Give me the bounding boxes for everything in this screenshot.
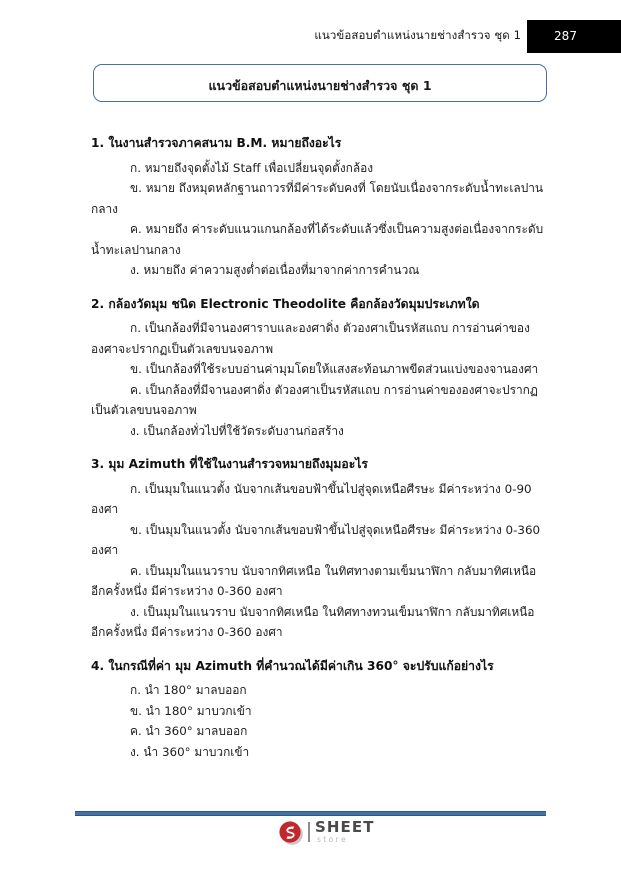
question-item bbox=[91, 295, 546, 442]
choice-option: ก. เป็นมุมในแนวตั้ง นับจากเส้นขอบฟ้าขึ้นไปสู่จุดเหนือศีรษะ มีค่าระหว่าง 0-90 องศา bbox=[91, 481, 532, 517]
logo-subword: store bbox=[317, 835, 348, 844]
page-header bbox=[0, 20, 621, 54]
choice-option: ข. เป็นมุมในแนวตั้ง นับจากเส้นขอบฟ้าขึ้นไปสู่จุดเหนือศีรษะ มีค่าระหว่าง 0-360 องศา bbox=[91, 522, 541, 558]
running-header-title: แนวข้อสอบตำแหน่งนายช่างสำรวจ ชุด 1 bbox=[314, 28, 521, 42]
choice-option: ค. เป็นกล้องที่มีจานองศาดิ่ง ตัวองศาเป็นรหัสแถบ การอ่านค่าขององศาจะปรากฏเป็นตัวเลขบนจอภาพ bbox=[91, 382, 538, 418]
page-number: 287 bbox=[554, 29, 577, 43]
choice-option: ง. หมายถึง ค่าความสูงต่ำต่อเนื่องที่มาจากค่าการคำนวณ bbox=[130, 263, 420, 278]
question-item bbox=[91, 134, 546, 281]
exam-title: แนวข้อสอบตำแหน่งนายช่างสำรวจ ชุด 1 bbox=[208, 78, 432, 93]
page-number-box bbox=[527, 20, 621, 53]
exam-title-box bbox=[93, 64, 547, 102]
question-stem: 2. กล้องวัดมุม ชนิด Electronic Theodolite คือกล้องวัดมุมประเภทใด bbox=[91, 296, 480, 311]
choice-option: ค. เป็นมุมในแนวราบ นับจากทิศเหนือ ในทิศทางตามเข็มนาฬิกา กลับมาทิศเหนืออีกครั้งหนึ่ง มีค่าระหว่าง 0-360 องศา bbox=[91, 563, 537, 599]
question-stem: 4. ในกรณีที่ค่า มุม Azimuth ที่คำนวณได้มีค่าเกิน 360° จะปรับแก้อย่างไร bbox=[91, 658, 494, 673]
footer-divider bbox=[75, 811, 546, 816]
choice-option: ก. หมายถึงจุดตั้งไม้ Staff เพื่อเปลี่ยนจุดตั้งกล้อง bbox=[130, 160, 374, 175]
footer-logo bbox=[278, 818, 388, 852]
question-stem: 3. มุม Azimuth ที่ใช้ในงานสำรวจหมายถึงมุมอะไร bbox=[91, 457, 368, 472]
logo-divider bbox=[308, 822, 310, 842]
choice-option: ก. นำ 180° มาลบออก bbox=[130, 683, 247, 698]
question-stem: 1. ในงานสำรวจภาคสนาม B.M. หมายถึงอะไร bbox=[91, 136, 342, 150]
questions-container bbox=[91, 134, 546, 776]
choice-option: ง. เป็นกล้องทั่วไปที่ใช้วัดระดับงานก่อสร้าง bbox=[130, 423, 344, 438]
sheet-store-logo-icon bbox=[278, 820, 304, 846]
choice-option: ค. นำ 360° มาลบออก bbox=[130, 724, 248, 739]
choice-option: ง. เป็นมุมในแนวราบ นับจากทิศเหนือ ในทิศทางทวนเข็มนาฬิกา กลับมาทิศเหนืออีกครั้งหนึ่ง มีค่าระหว่าง 0-360 องศา bbox=[91, 604, 535, 640]
choice-option: ก. เป็นกล้องที่มีจานองศาราบและองศาดิ่ง ตัวองศาเป็นรหัสแถบ การอ่านค่าขององศาจะปรากฏเป็นตัวเลขบนจอภาพ bbox=[91, 321, 530, 356]
choice-option: ง. นำ 360° มาบวกเข้า bbox=[130, 744, 250, 759]
question-item bbox=[91, 657, 546, 763]
logo-wordmark: SHEET bbox=[315, 818, 375, 836]
choice-option: ข. เป็นกล้องที่ใช้ระบบอ่านค่ามุมโดยให้แสงสะท้อนภาพขีดส่วนแบ่งของจานองศา bbox=[130, 362, 539, 377]
choice-option: ค. หมายถึง ค่าระดับแนวแกนกล้องที่ได้ระดับแล้วซึ่งเป็นความสูงต่อเนื่องจากระดับน้ำทะเลปานกลาง bbox=[91, 222, 544, 257]
question-item bbox=[91, 455, 546, 643]
choice-option: ข. นำ 180° มาบวกเข้า bbox=[130, 703, 252, 718]
choice-option: ข. หมาย ถึงหมุดหลักฐานถาวรที่มีค่าระดับคงที่ โดยนับเนื่องจากระดับน้ำทะเลปานกลาง bbox=[91, 181, 544, 216]
